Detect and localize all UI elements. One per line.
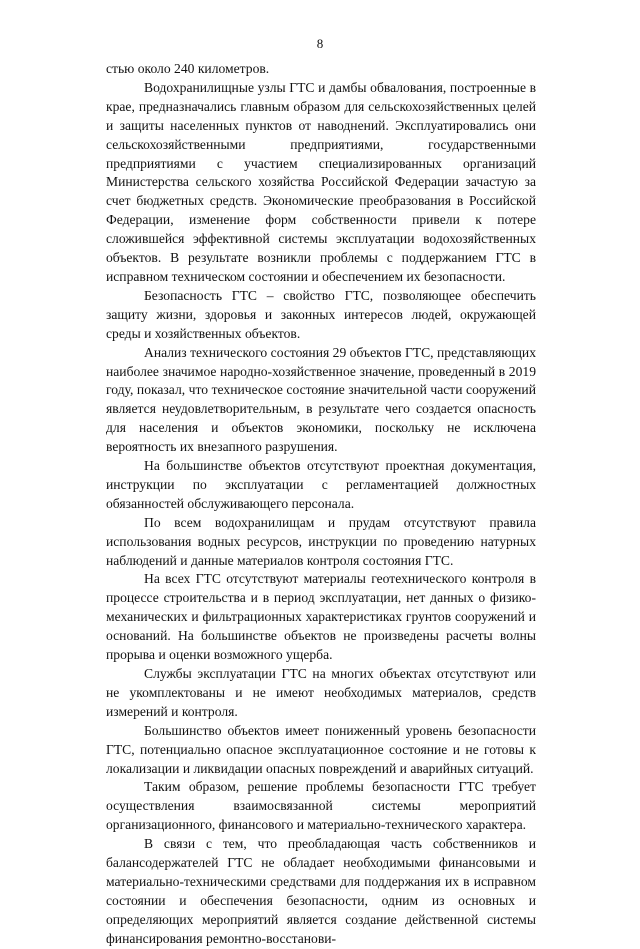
paragraph-reservoir-facilities: Водохранилищные узлы ГТС и дамбы обвалования, построенные в крае, предназначались главным образом для сельскохозяйственных целей и защиты населенных пунктов от наводнений. Эксплуатировались они сельскохозяйственными предприятиями, государственными предприятиями с участием специализированных организаций Министерства сельского хозяйства Российской Федерации зачастую за счет бюджетных средств. Экономические преобразования в Российской Федерации, изменение форм собственности привели к потере сложившейся эффективной системы эксплуатации водохозяйственных объектов. В результате возникли проблемы с поддержанием ГТС в исправном техническом состоянии и обеспечением их безопасности. <box>106 79 536 284</box>
paragraph-geotechnical-control: На всех ГТС отсутствуют материалы геотехнического контроля в процессе строительства и в период эксплуатации, нет данных о физико-механических и фильтрационных характеристиках грунтов сооружений и оснований. На большинстве объектов не произведены расчеты волны прорыва и оценки возможного ущерба. <box>106 571 536 663</box>
paragraph-water-use-rules: По всем водохранилищам и прудам отсутствуют правила использования водных ресурсов, инструкции по проведению натурных наблюдений и данные материалов контроля состояния ГТС. <box>106 514 536 568</box>
paragraph-safety-level: Большинство объектов имеет пониженный уровень безопасности ГТС, потенциально опасное эксплуатационное состояние и не готовы к локализации и ликвидации опасных повреждений и аварийных ситуаций. <box>106 722 536 776</box>
paragraph-financing: В связи с тем, что преобладающая часть собственников и балансодержателей ГТС не обладает необходимыми финансовыми и материально-техническими средствами для поддержания их в исправном состоянии и обеспечения безопасности, одним из основных и определяющих мероприятий является создание действенной системы финансирования ремонтно-восстанови- <box>106 836 536 946</box>
page-number: 8 <box>316 36 324 51</box>
paragraph-technical-analysis: Анализ технического состояния 29 объектов ГТС, представляющих наиболее значимое народно-хозяйственное значение, проведенный в 2019 году, показал, что техническое состояние значительной части сооружений является неудовлетворительным, в результате чего создается опасность для населения и объектов экономики, поскольку не исключена вероятность их внезапного разрушения. <box>106 344 536 455</box>
paragraph-continuation: стью около 240 километров. <box>106 61 270 76</box>
document-body <box>106 60 536 949</box>
paragraph-operation-services: Службы эксплуатации ГТС на многих объектах отсутствуют или не укомплектованы и не имеют необходимых материалов, средств измерений и контроля. <box>106 666 536 719</box>
paragraph-conclusion: Таким образом, решение проблемы безопасности ГТС требует осуществления взаимосвязанной системы мероприятий организационного, финансового и материально-технического характера. <box>106 779 536 833</box>
paragraph-missing-documentation: На большинстве объектов отсутствуют проектная документация, инструкции по эксплуатации с регламентацией должностных обязанностей обслуживающего персонала. <box>106 458 536 511</box>
paragraph-safety-definition: Безопасность ГТС – свойство ГТС, позволяющее обеспечить защиту жизни, здоровья и законных интересов людей, окружающей среды и хозяйственных объектов. <box>106 287 536 341</box>
